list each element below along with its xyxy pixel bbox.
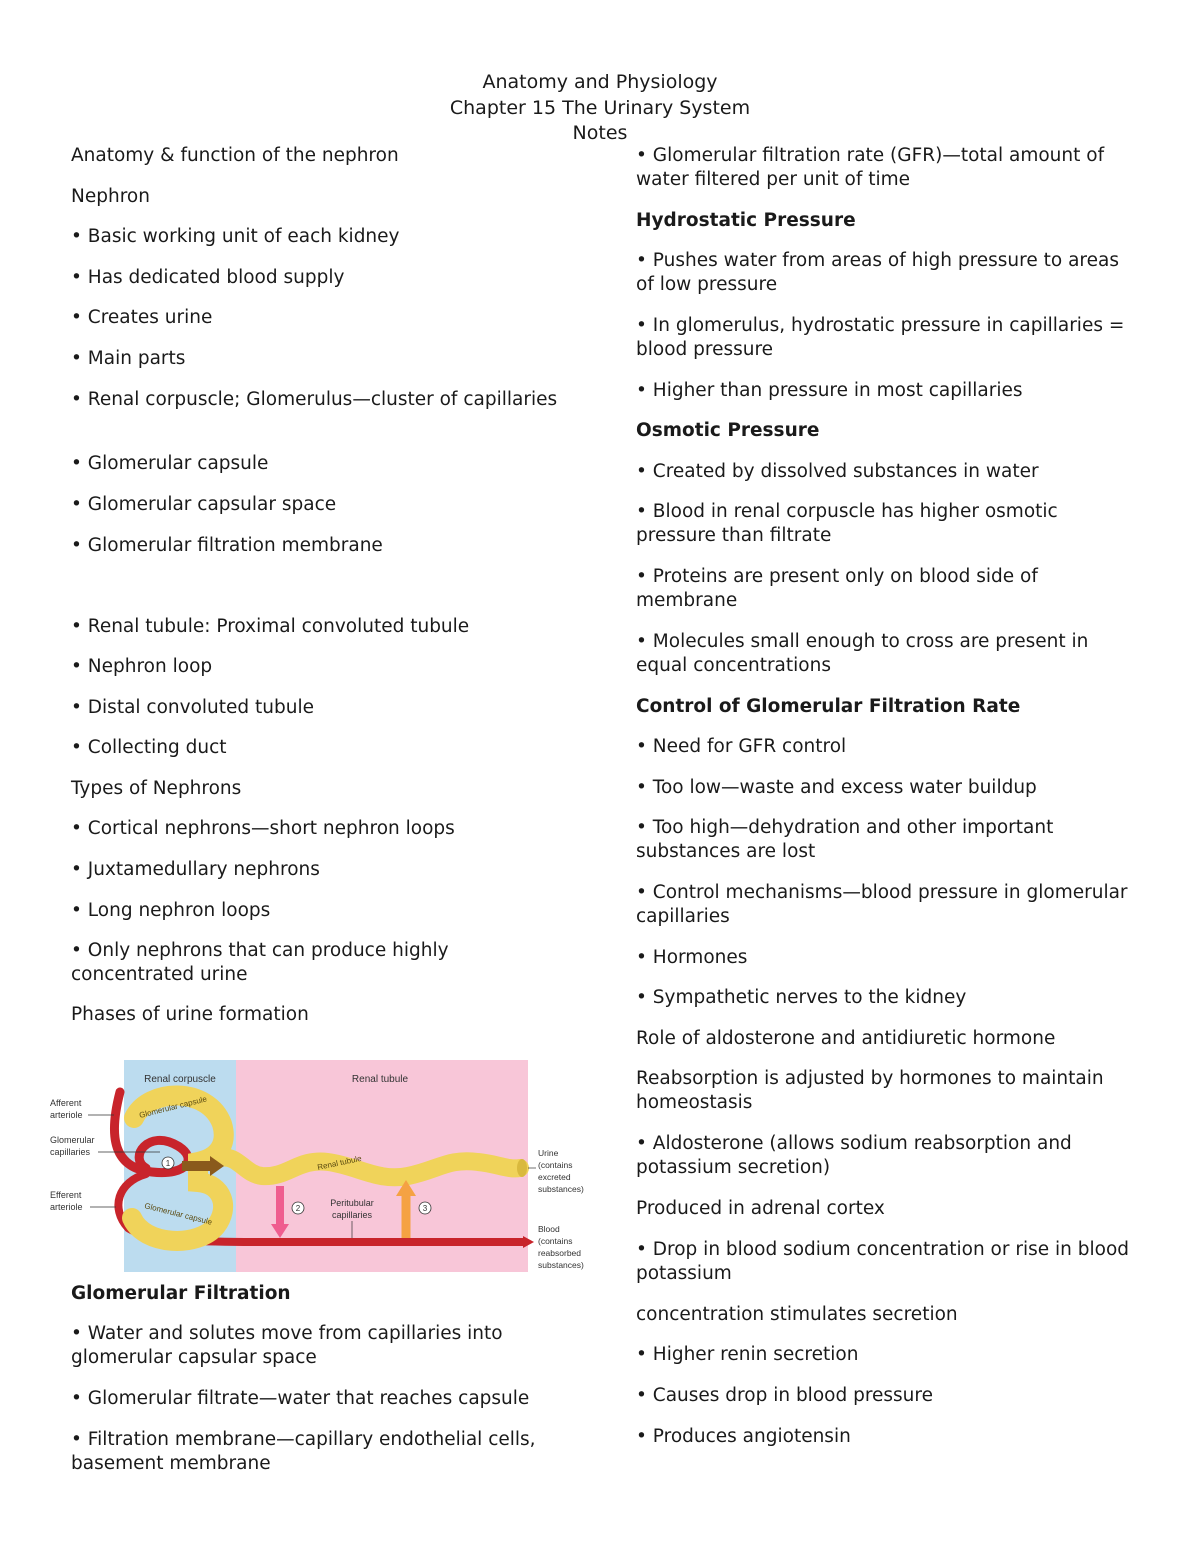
right-text: • Aldosterone (allows sodium reabsorption and potassium secretion) [636,1133,1072,1178]
left-text: • Cortical nephrons—short nephron loops [71,818,455,839]
right-text: • Drop in blood sodium concentration or rise in blood potassium [636,1239,1130,1284]
blood-label-2: (contains [538,1236,573,1246]
right-text: • Hormones [636,947,748,968]
left-text: • Renal tubule: Proximal convoluted tubule [71,616,470,637]
tubule-inner-label: Renal tubule [316,1153,363,1172]
efferent-label-1: Efferent [50,1190,82,1200]
header-title: Anatomy and Physiology [482,71,718,93]
left-column [71,144,571,1033]
gfr-control-heading: Control of Glomerular Filtration Rate [636,696,1021,717]
right-text: • Higher renin secretion [636,1344,859,1365]
right-text: • Produces angiotensin [636,1426,851,1447]
left-text: • Distal convoluted tubule [71,697,315,718]
right-text: • Higher than pressure in most capillaries [636,380,1023,401]
right-text: Reabsorption is adjusted by hormones to maintain homeostasis [636,1068,1104,1113]
right-text: • Molecules small enough to cross are present in equal concentrations [636,631,1089,676]
peritubular-label-2: capillaries [331,1210,373,1220]
right-text: • Need for GFR control [636,736,847,757]
right-text: • In glomerulus, hydrostatic pressure in capillaries = blood pressure [636,315,1125,360]
renal-tubule-label: Renal tubule [351,1074,409,1085]
right-text: concentration stimulates secretion [636,1304,958,1325]
left-text: • Nephron loop [71,656,213,677]
left-text: • Glomerular filtration membrane [71,535,383,556]
right-text: • Too low—waste and excess water buildup [636,777,1037,798]
left-text: Anatomy & function of the nephron [71,145,399,166]
right-text: Role of aldosterone and antidiuretic hormone [636,1028,1056,1049]
header-chapter: Chapter 15 The Urinary System [449,96,751,119]
header-notes: Notes [572,122,628,144]
glomerular-filtration-heading: Glomerular Filtration [71,1283,291,1304]
left-text: Types of Nephrons [71,778,242,799]
blood-label-1: Blood [538,1224,560,1234]
right-text: • Too high—dehydration and other important substances are lost [636,817,1054,862]
document-header [0,70,1200,147]
urine-label-1: Urine [538,1148,559,1158]
left-text: • Long nephron loops [71,900,271,921]
peritubular-label-1: Peritubular [330,1198,374,1208]
left-text: Nephron [71,186,150,207]
capsule-bottom-label: Glomerular capsule [143,1201,214,1227]
right-text: • Pushes water from areas of high pressure to areas of low pressure [636,250,1119,295]
left-text: • Has dedicated blood supply [71,267,345,288]
urine-label-4: substances) [538,1184,584,1194]
left-text: • Glomerular capsule [71,453,269,474]
step-1-label: 1 [165,1159,171,1168]
hydrostatic-pressure-heading: Hydrostatic Pressure [636,210,856,231]
right-text: Produced in adrenal cortex [636,1198,885,1219]
left-text: • Glomerular capsular space [71,494,337,515]
urine-label-2: (contains [538,1160,573,1170]
right-text: • Causes drop in blood pressure [636,1385,933,1406]
left-text: • Filtration membrane—capillary endothelial cells, basement membrane [71,1429,536,1474]
left-text: • Basic working unit of each kidney [71,226,400,247]
left-text: • Creates urine [71,307,213,328]
left-text: • Glomerular filtrate—water that reaches capsule [71,1388,530,1409]
right-column [636,144,1136,1455]
blood-outflow-arrowhead [523,1236,534,1248]
afferent-label-1: Afferent [50,1098,82,1108]
urine-label-3: excreted [538,1172,571,1182]
right-text: • Proteins are present only on blood side of membrane [636,566,1038,611]
right-text: • Blood in renal corpuscle has higher osmotic pressure than filtrate [636,501,1058,546]
left-text: • Renal corpuscle; Glomerulus—cluster of capillaries [71,389,558,410]
step-2-label: 2 [295,1204,301,1213]
tubule-end [517,1159,527,1177]
left-text: • Water and solutes move from capillaries into glomerular capsular space [71,1323,503,1368]
right-text: • Sympathetic nerves to the kidney [636,987,967,1008]
left-text: • Collecting duct [71,737,227,758]
efferent-label-2: arteriole [50,1202,83,1212]
left-text: Phases of urine formation [71,1004,309,1025]
left-text: • Main parts [71,348,186,369]
glomerular-label-2: capillaries [50,1147,91,1157]
capsule-top-label: Glomerular capsule [138,1094,208,1120]
glomerular-label-1: Glomerular [50,1135,95,1145]
osmotic-pressure-heading: Osmotic Pressure [636,420,820,441]
blood-label-3: reabsorbed [538,1248,582,1258]
left-column-bottom [71,1282,571,1492]
left-text: • Juxtamedullary nephrons [71,859,320,880]
right-text: • Glomerular filtration rate (GFR)—total amount of water filtered per unit of time [636,145,1105,190]
right-text: • Created by dissolved substances in water [636,461,1039,482]
urine-formation-figure [48,1058,598,1276]
blood-label-4: substances) [538,1260,584,1270]
afferent-label-2: arteriole [50,1110,83,1120]
left-text: • Only nephrons that can produce highly concentrated urine [71,940,449,985]
right-text: • Control mechanisms—blood pressure in glomerular capillaries [636,882,1128,927]
renal-corpuscle-label: Renal corpuscle [144,1074,216,1085]
step-3-label: 3 [422,1204,428,1213]
